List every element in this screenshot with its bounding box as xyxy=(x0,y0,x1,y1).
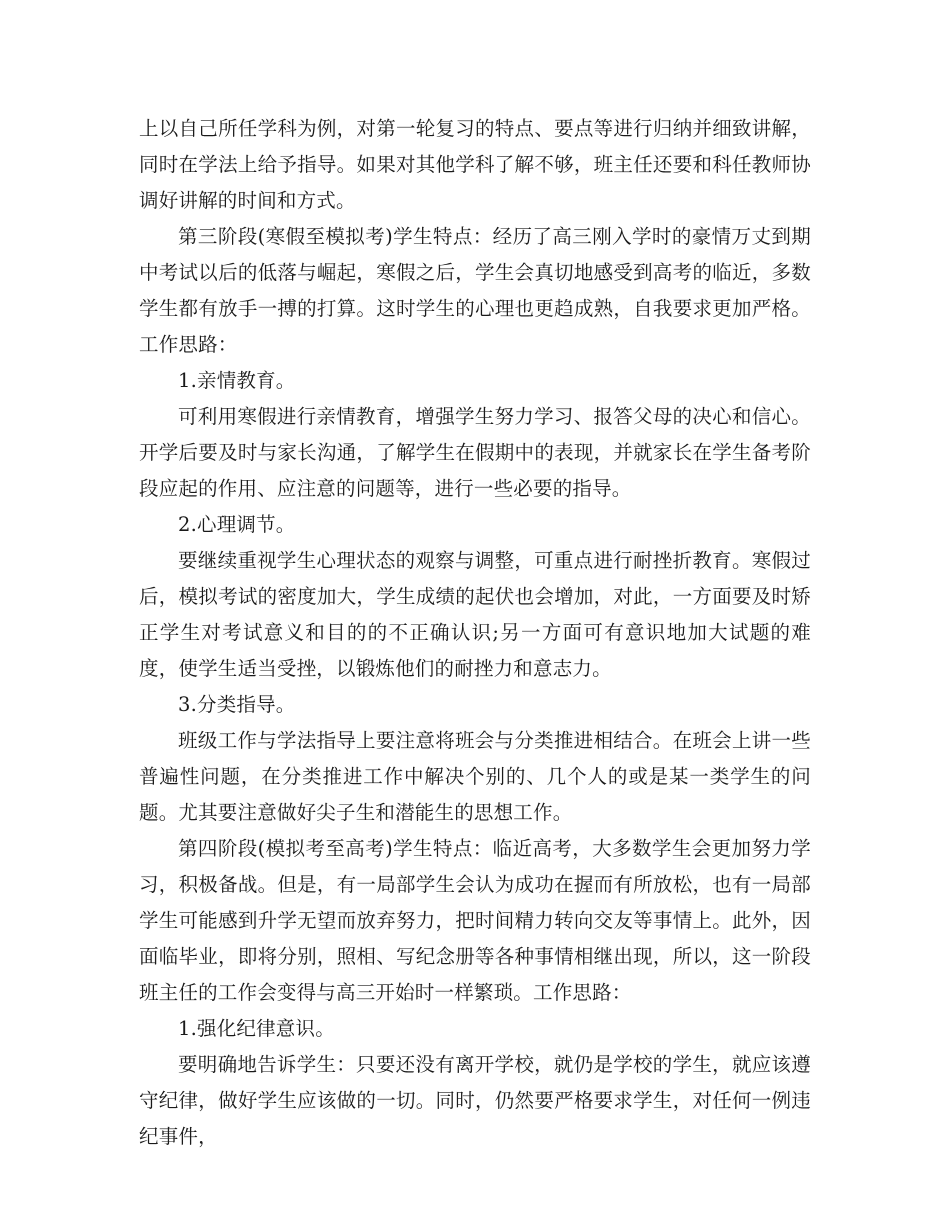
paragraph: 第三阶段(寒假至模拟考)学生特点：经历了高三刚入学时的豪情万丈到期中考试以后的低落与崛起，寒假之后，学生会真切地感受到高考的临近，多数学生都有放手一搏的打算。这时学生的心理也更趋成熟，自我要求更加严格。工作思路： xyxy=(139,225,811,356)
paragraph: 可利用寒假进行亲情教育，增强学生努力学习、报答父母的决心和信心。开学后要及时与家长沟通，了解学生在假期中的表现，并就家长在学生备考阶段应起的作用、应注意的问题等，进行一些必要的指导。 xyxy=(139,405,811,500)
paragraph: 要明确地告诉学生：只要还没有离开学校，就仍是学校的学生，就应该遵守纪律，做好学生应该做的一切。同时，仍然要严格要求学生，对任何一例违纪事件， xyxy=(139,1053,811,1148)
paragraph: 要继续重视学生心理状态的观察与调整，可重点进行耐挫折教育。寒假过后，模拟考试的密度加大，学生成绩的起伏也会增加，对此，一方面要及时矫正学生对考试意义和目的的不正确认识;另一方面可有意识地加大试题的难度，使学生适当受挫，以锻炼他们的耐挫力和意志力。 xyxy=(139,549,811,680)
list-heading: 2.心理调节。 xyxy=(178,513,296,536)
list-heading: 1.强化纪律意识。 xyxy=(178,1017,335,1040)
paragraph: 上以自己所任学科为例，对第一轮复习的特点、要点等进行归纳并细致讲解，同时在学法上给予指导。如果对其他学科了解不够，班主任还要和科任教师协调好讲解的时间和方式。 xyxy=(139,117,811,212)
paragraph: 班级工作与学法指导上要注意将班会与分类推进相结合。在班会上讲一些普遍性问题，在分类推进工作中解决个别的、几个人的或是某一类学生的问题。尤其要注意做好尖子生和潜能生的思想工作。 xyxy=(139,729,811,824)
list-heading: 1.亲情教育。 xyxy=(178,369,296,392)
list-heading: 3.分类指导。 xyxy=(178,693,296,716)
paragraph: 第四阶段(模拟考至高考)学生特点：临近高考，大多数学生会更加努力学习，积极备战。但是，有一局部学生会认为成功在握而有所放松，也有一局部学生可能感到升学无望而放弃努力，把时间精力转向交友等事情上。此外，因面临毕业，即将分别，照相、写纪念册等各种事情相继出现，所以，这一阶段班主任的工作会变得与高三开始时一样繁琐。工作思路： xyxy=(139,837,811,1004)
document-body xyxy=(139,111,811,1155)
